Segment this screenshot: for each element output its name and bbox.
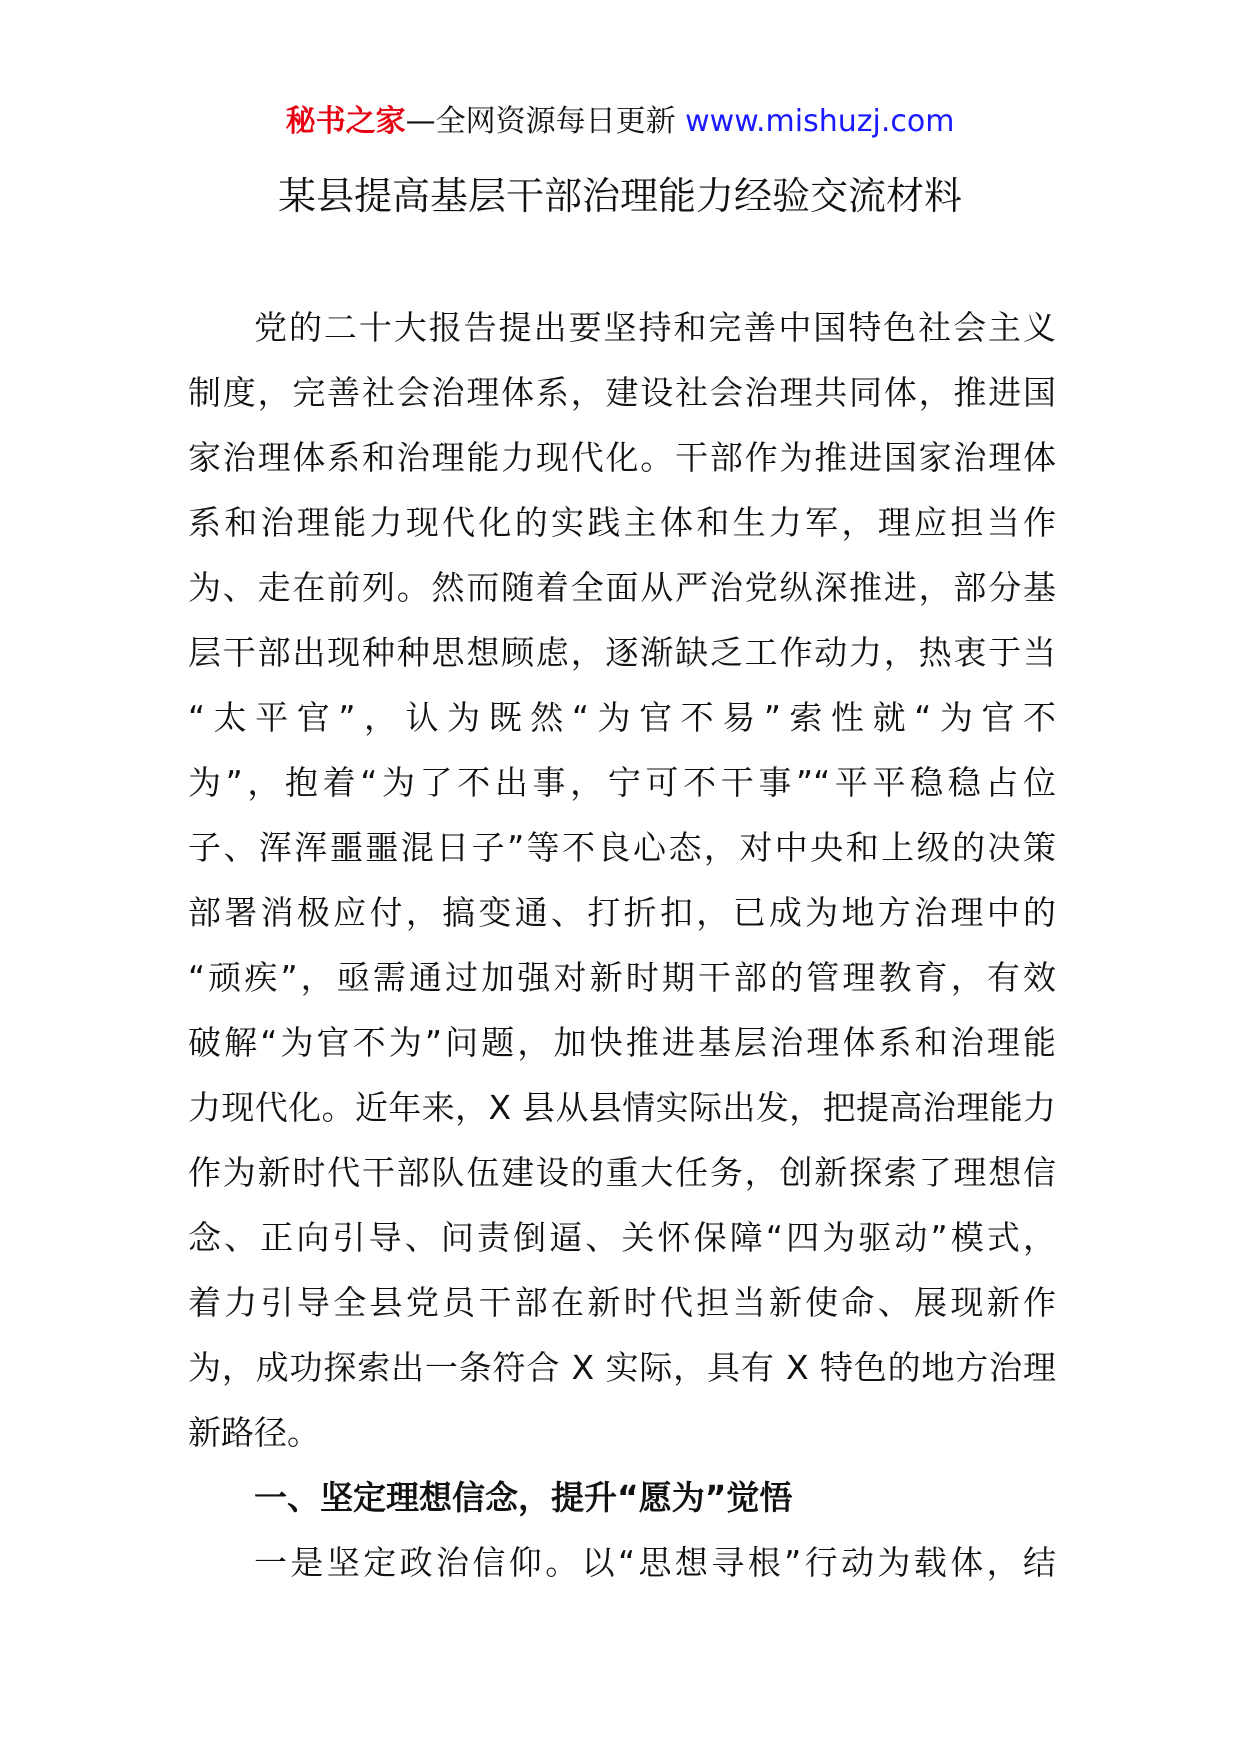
site-url-link[interactable]: www.mishuzj.com <box>685 104 955 139</box>
paragraph-line: 子、浑浑噩噩混日子”等不良心态，对中央和上级的决策 <box>188 828 1056 867</box>
paragraph-line: 为、走在前列。然而随着全面从严治党纵深推进，部分基 <box>188 568 1056 607</box>
paragraph-line: 为”，抱着“为了不出事，宁可不干事”“平平稳稳占位 <box>188 763 1056 802</box>
paragraph-line: 着力引导全县党员干部在新时代担当新使命、展现新作 <box>188 1283 1056 1322</box>
paragraph-line: 新路径。 <box>188 1413 320 1452</box>
paragraph-line: 制度，完善社会治理体系，建设社会治理共同体，推进国 <box>188 373 1056 412</box>
paragraph-line: 层干部出现种种思想顾虑，逐渐缺乏工作动力，热衷于当 <box>188 633 1056 672</box>
site-header <box>0 100 1240 144</box>
paragraph-line: 部署消极应付，搞变通、打折扣，已成为地方治理中的 <box>188 893 1056 932</box>
site-brand: 秘书之家 <box>285 104 406 139</box>
paragraph-line: 破解“为官不为”问题，加快推进基层治理体系和治理能 <box>188 1023 1056 1062</box>
paragraph-line: 一是坚定政治信仰。以“思想寻根”行动为载体，结 <box>254 1543 1056 1582</box>
document-title: 某县提高基层干部治理能力经验交流材料 <box>277 174 962 218</box>
paragraph-line: “顽疾”，亟需通过加强对新时期干部的管理教育，有效 <box>188 958 1056 997</box>
paragraph-line: 念、正向引导、问责倒逼、关怀保障“四为驱动”模式， <box>188 1218 1056 1257</box>
section-heading: 一、坚定理想信念，提升“愿为”觉悟 <box>254 1478 793 1517</box>
document-body <box>188 295 1056 1595</box>
paragraph-line: 系和治理能力现代化的实践主体和生力军，理应担当作 <box>188 503 1056 542</box>
paragraph-line: “太平官”，认为既然“为官不易”索性就“为官不 <box>188 698 1056 737</box>
site-tagline: —全网资源每日更新 <box>405 104 676 139</box>
paragraph-line: 为，成功探索出一条符合 X 实际，具有 X 特色的地方治理 <box>188 1348 1056 1387</box>
paragraph-line: 力现代化。近年来，X 县从县情实际出发，把提高治理能力 <box>188 1088 1056 1127</box>
paragraph-line: 党的二十大报告提出要坚持和完善中国特色社会主义 <box>254 308 1056 347</box>
paragraph-line: 作为新时代干部队伍建设的重大任务，创新探索了理想信 <box>188 1153 1056 1192</box>
paragraph-line: 家治理体系和治理能力现代化。干部作为推进国家治理体 <box>188 438 1056 477</box>
